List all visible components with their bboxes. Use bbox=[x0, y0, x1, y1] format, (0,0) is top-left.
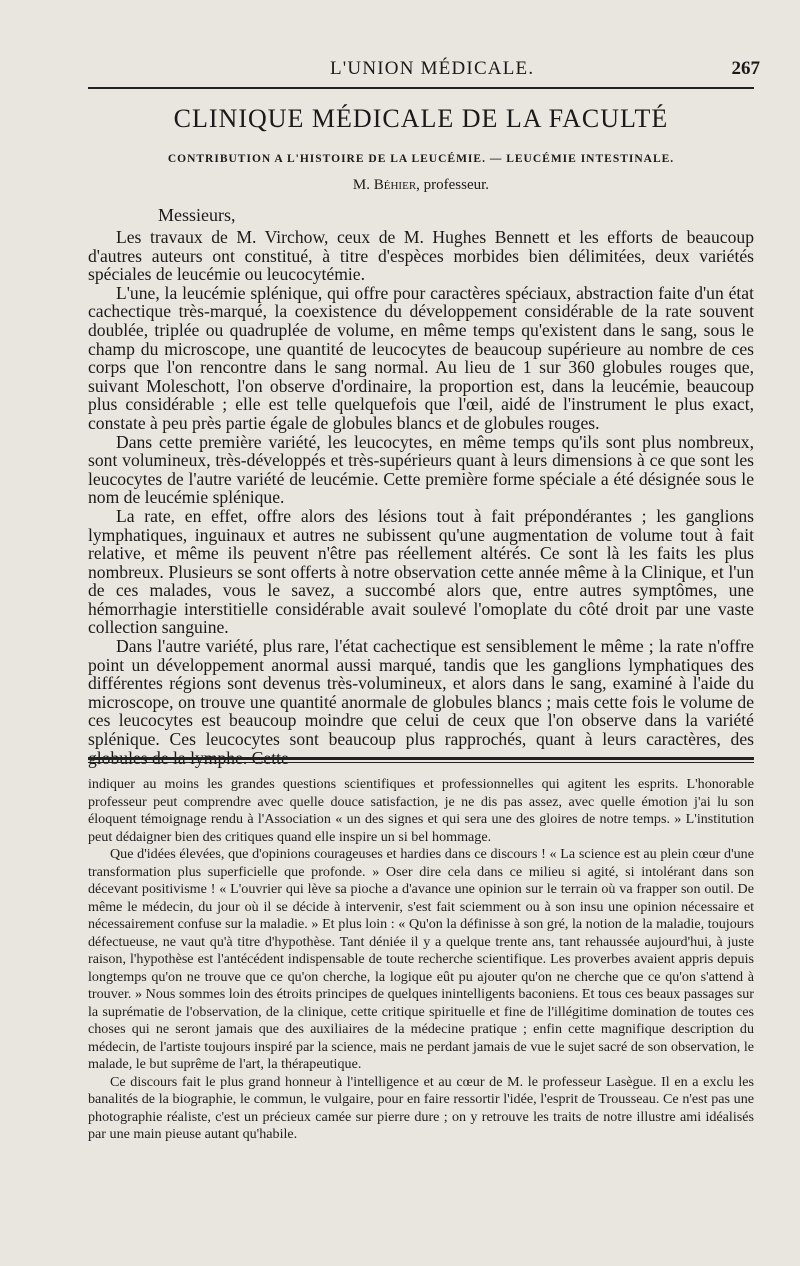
section-title: CLINIQUE MÉDICALE DE LA FACULTÉ bbox=[173, 104, 669, 133]
footnote-paragraph: Ce discours fait le plus grand honneur à l'intelligence et au cœur de M. le professeur Lasègue. Il en a exclu les banalités de la biographie, le commun, le vulgaire, pour en faire ressortir l'idée, l'esprit de Trousseau. Ce n'est pas une photographie réaliste, c'est un précieux camée sur pierre dure ; on y retrouve les traits de notre illustre ami idéalisés par une main pieuse autant qu'habile. bbox=[88, 1073, 754, 1142]
header-rule bbox=[88, 87, 754, 89]
journal-title: L'UNION MÉDICALE. bbox=[330, 58, 535, 79]
body-paragraph: L'une, la leucémie splénique, qui offre pour caractères spéciaux, abstraction faite d'un état cachectique très-marqué, la coexistence du développement considérable de la rate souvent doublée, triplée ou quadruplée de volume, en même temps qu'existent dans le sang, sous le champ du microscope, une quantité de leucocytes de beaucoup supérieure au nombre de ces corps que l'on rencontre dans le sang normal. Au lieu de 1 sur 360 globules rouges que, suivant Moleschott, l'on observe d'ordinaire, la proportion est, dans la leucémie, beaucoup plus considérable ; elle est telle quelquefois que l'œil, aidé de l'instrument le plus exact, constate à peu près partie égale de globules blancs et de globules rouges. bbox=[88, 282, 754, 433]
body-paragraph: La rate, en effet, offre alors des lésions tout à fait prépondérantes ; les ganglions lymphatiques, inguinaux et autres ne subissent qu'une augmentation de volume tout à fait relative, et même ils peuvent n'être pas réellement altérés. Ce sont là les faits les plus nombreux. Plusieurs se sont offerts à notre observation cette année même à la Clinique, et l'un de ces malades, vous le savez, a succombé alors que, entre autres symptômes, une hémorrhagie interstitielle considérable avait soulevé l'omoplate du côté droit par une vaste collection sanguine. bbox=[88, 505, 754, 638]
running-head bbox=[0, 58, 800, 84]
salutation: Messieurs, bbox=[158, 205, 236, 225]
body-paragraph: Les travaux de M. Virchow, ceux de M. Hughes Bennett et les efforts de beaucoup d'autres auteurs ont constitué, à titre d'espèces morbides bien délimitées, deux variétés spéciales de leucémie ou leucocytémie. bbox=[88, 227, 754, 285]
body-paragraph: Dans l'autre variété, plus rare, l'état cachectique est sensiblement le même ; la rate n'offre point un développement anormal aussi marqué, tandis que les ganglions lymphatiques des différentes régions sont devenus très-volumineux, et alors dans le sang, examiné à l'aide du microscope, on trouve une quantité anormale de globules blancs ; mais cette fois le volume de ces leucocytes est beaucoup moindre que celui de ceux que l'on observe dans la variété splénique. Ces leucocytes sont beaucoup plus rapprochés, quant à leurs caractères, des globules de la lymphe. Cette bbox=[88, 636, 754, 768]
footnote-paragraph: indiquer au moins les grandes questions scientifiques et professionnelles qui agitent les esprits. L'honorable professeur peut comprendre avec quelle douce satisfaction, je ne dis pas assez, avec quelle émotion j'ai lu son éloquent témoignage rendu à l'Association « un des signes et qui sera une des gloires de notre temps. » L'institution peut dédaigner bien des critiques quand elle inspire un si bel hommage. bbox=[88, 776, 754, 845]
article-subtitle: CONTRIBUTION A L'HISTOIRE DE LA LEUCÉMIE. — LEUCÉMIE INTESTINALE. bbox=[167, 153, 675, 165]
author-line bbox=[88, 177, 754, 194]
body-paragraph: Dans cette première variété, les leucocytes, en même temps qu'ils sont plus nombreux, sont volumineux, très-développés et très-supérieurs quant à leurs dimensions à ce que sont les leucocytes de l'autre variété de leucémie. Cette première forme spéciale a été désignée sous le nom de leucémie splénique. bbox=[88, 431, 754, 508]
footnote-text bbox=[88, 776, 754, 1144]
page-number: 267 bbox=[731, 58, 760, 79]
footnote-paragraph: Que d'idées élevées, que d'opinions courageuses et hardies dans ce discours ! « La science est au plein cœur d'une transformation plus superficielle que profonde. » Oser dire cela dans ce milieu si agité, si intolérant dans son décevant positivisme ! « L'ouvrier qui lève sa pioche a d'avance une opinion sur le terrain où va frapper son outil. De même le médecin, du jour où il se décide à intervenir, s'est fait sciemment ou à son insu une opinion nécessaire et nécessairement confuse sur la maladie. » Et plus loin : « Qu'on la définisse à son gré, la notion de la maladie, toujours défectueuse, ne vaut qu'à titre d'hypothèse. Tant déniée il y a quelque trente ans, tant rehaussée aujourd'hui, à juste raison, l'hypothèse est l'antécédent indispensable de toute recherche scientifique. Les proverbes avaient appris depuis longtemps qu'on ne trouve que ce qu'on cherche, la logique eût pu ajouter qu'on ne cherche que ce qu'on s'attend à trouver. » Nous sommes loin des étroits principes de quelques inintelligents baconiens. Et tous ces beaux passages sur la suprématie de l'observation, de la clinique, cette critique spirituelle et fine de l'illégitime domination de toutes ces choses qui ne seront jamais que des auxiliaires de la médecine pratique ; enfin cette magnifique description du médecin, de l'artiste toujours inspiré par la science, mais ne perdant jamais de vue le sujet sacré de son observation, le malade, le but suprême de l'art, la thérapeutique. bbox=[88, 846, 754, 1072]
author-suffix: , professeur. bbox=[416, 177, 490, 193]
author-name: Béhier bbox=[373, 177, 417, 193]
author-prefix: M. bbox=[352, 177, 374, 193]
footnote-separator bbox=[88, 757, 754, 763]
main-text bbox=[88, 228, 754, 767]
